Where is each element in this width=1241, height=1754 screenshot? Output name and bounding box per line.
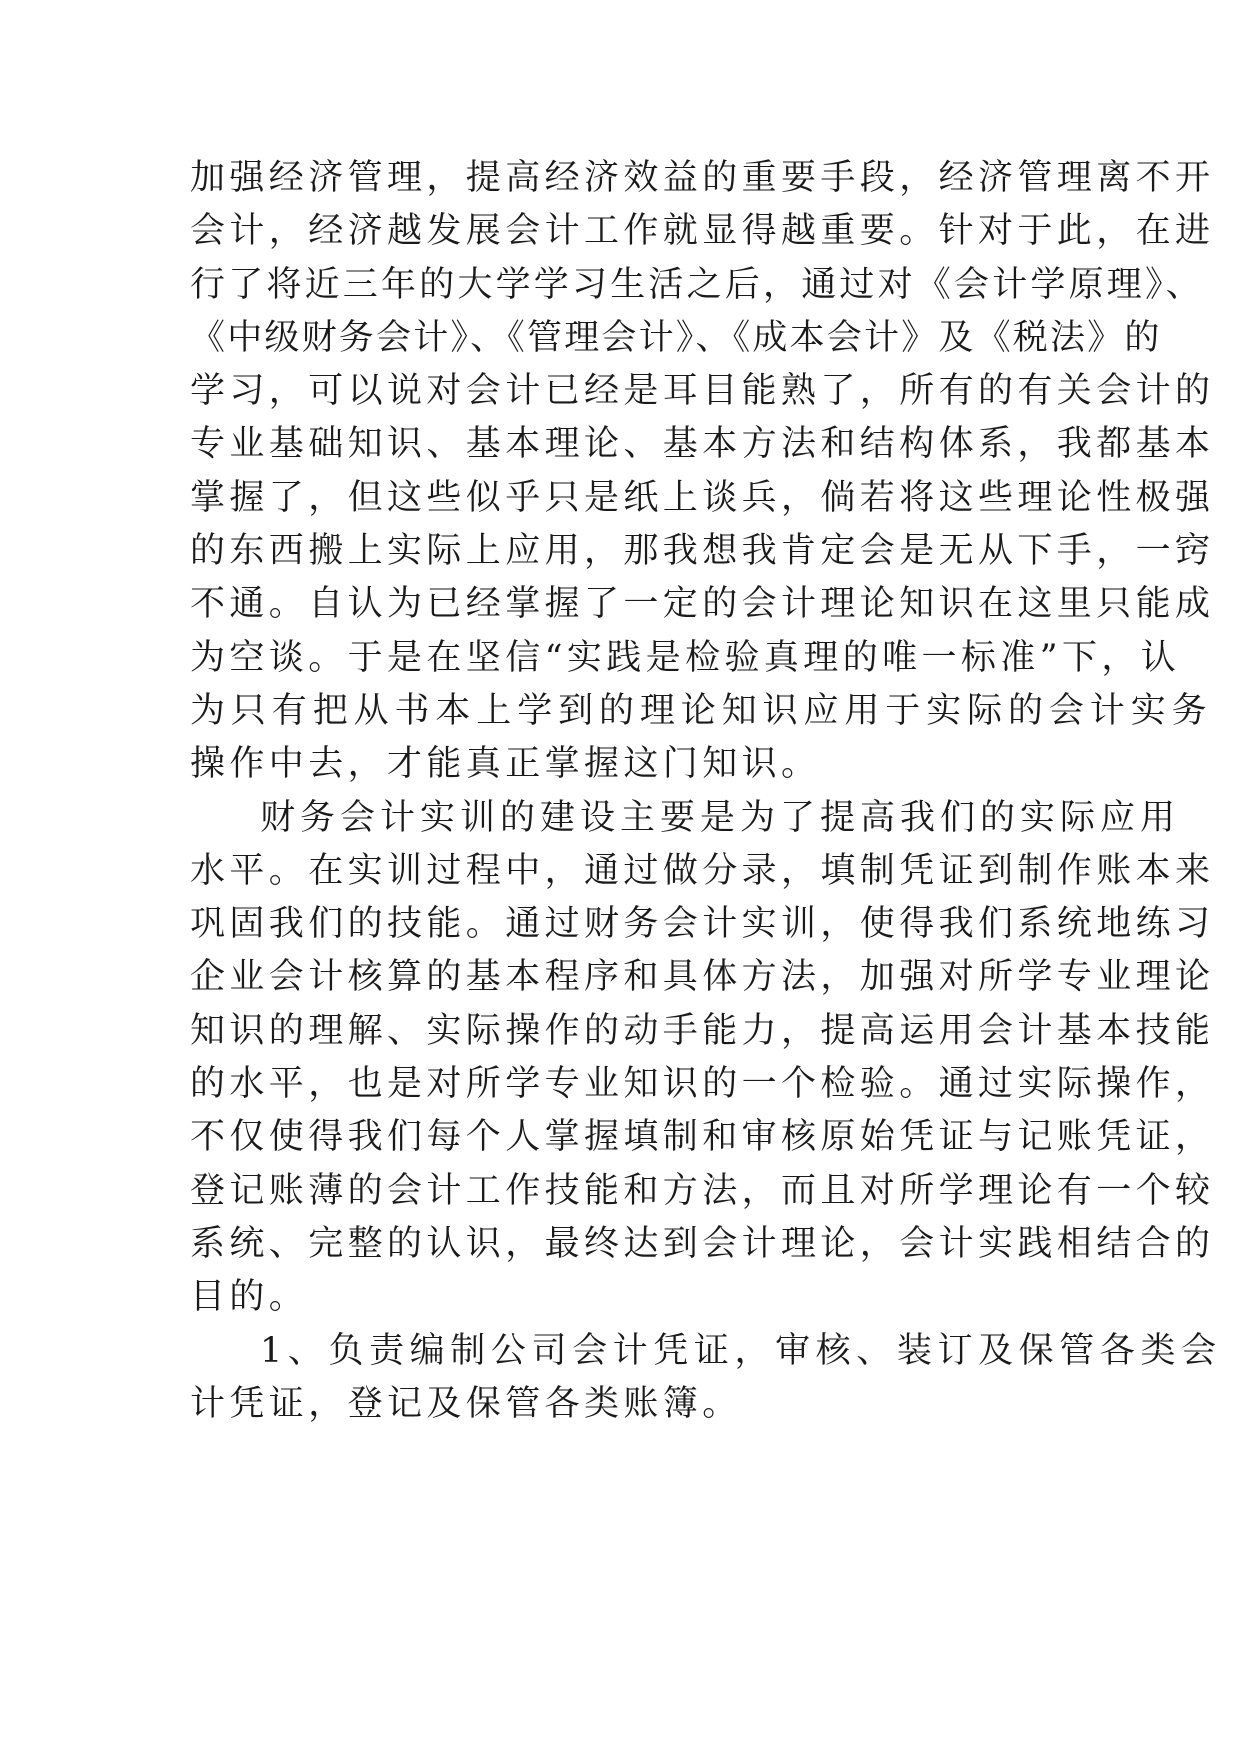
text-line: 不通。自认为已经掌握了一定的会计理论知识在这里只能成 xyxy=(190,584,1215,625)
text-line: 目的。 xyxy=(190,1277,309,1318)
text-line: 加强经济管理，提高经济效益的重要手段，经济管理离不开 xyxy=(190,158,1215,198)
text-line: 水平。在实训过程中，通过做分录，填制凭证到制作账本来 xyxy=(190,850,1215,891)
text-line: 学习，可以说对会计已经是耳目能熟了，所有的有关会计的 xyxy=(190,371,1215,412)
text-line: 操作中去，才能真正掌握这门知识。 xyxy=(190,744,821,785)
text-line: 不仅使得我们每个人掌握填制和审核原始凭证与记账凭证， xyxy=(190,1117,1215,1158)
text-line: 《中级财务会计》、《管理会计》、《成本会计》及《税法》的 xyxy=(190,317,1162,358)
paragraph-1 xyxy=(190,152,1215,792)
text-line: 会计，经济越发展会计工作就显得越重要。针对于此，在进 xyxy=(190,211,1215,252)
text-line: 的东西搬上实际上应用，那我想我肯定会是无从下手，一窍 xyxy=(190,531,1215,572)
text-line: 专业基础知识、基本理论、基本方法和结构体系，我都基本 xyxy=(190,424,1215,465)
text-line: 为只有把从书本上学到的理论知识应用于实际的会计实务 xyxy=(190,690,1213,731)
text-line: 1、负责编制公司会计凭证，审核、装订及保管各类会 xyxy=(260,1330,1222,1371)
text-line: 掌握了，但这些似乎只是纸上谈兵，倘若将这些理论性极强 xyxy=(190,477,1215,518)
text-line: 财务会计实训的建设主要是为了提高我们的实际应用 xyxy=(260,797,1181,838)
text-line: 企业会计核算的基本程序和具体方法，加强对所学专业理论 xyxy=(190,957,1215,998)
text-line: 登记账薄的会计工作技能和方法，而且对所学理论有一个较 xyxy=(190,1170,1215,1211)
paragraph-3 xyxy=(190,1325,1222,1432)
text-line: 行了将近三年的大学学习生活之后，通过对《会计学原理》、 xyxy=(190,264,1204,305)
text-line: 系统、完整的认识，最终达到会计理论，会计实践相结合的 xyxy=(190,1223,1215,1264)
text-line: 为空谈。于是在坚信“实践是检验真理的唯一标准”下，认 xyxy=(190,637,1181,678)
text-line: 的水平，也是对所学专业知识的一个检验。通过实际操作， xyxy=(190,1064,1215,1105)
text-line: 知识的理解、实际操作的动手能力，提高运用会计基本技能 xyxy=(190,1010,1215,1051)
text-line: 巩固我们的技能。通过财务会计实训，使得我们系统地练习 xyxy=(190,904,1215,945)
paragraph-2 xyxy=(190,792,1215,1325)
document-body xyxy=(190,152,1222,1431)
text-line: 计凭证，登记及保管各类账簿。 xyxy=(190,1383,742,1424)
